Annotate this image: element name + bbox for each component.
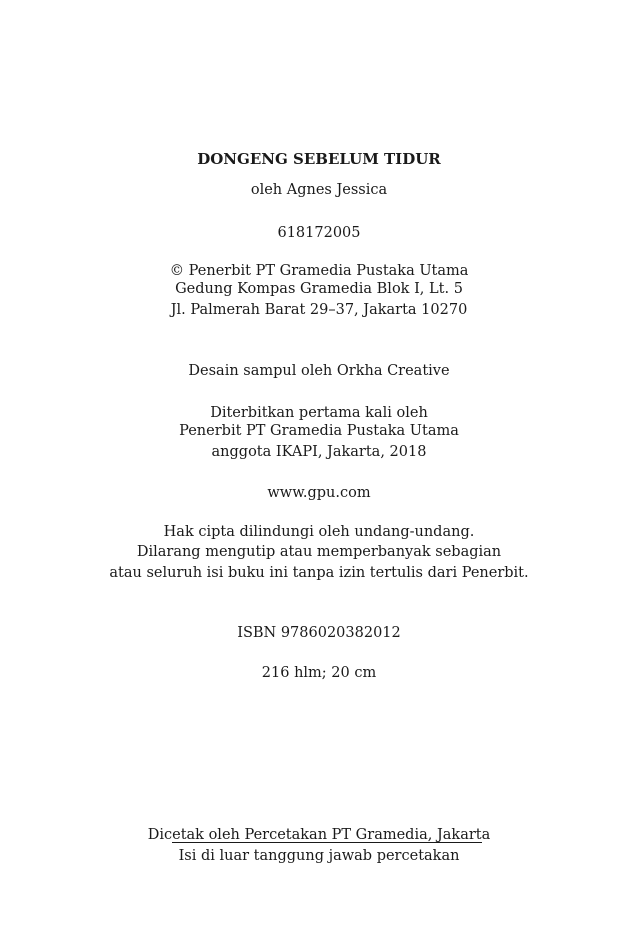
- printer-disclaimer: Isi di luar tanggung jawab percetakan: [178, 848, 460, 864]
- author-line: oleh Agnes Jessica: [250, 182, 388, 198]
- rights-line-2: Dilarang mengutip atau memperbanyak sebagian: [136, 544, 502, 560]
- publication-line-1: Diterbitkan pertama kali oleh: [210, 405, 428, 421]
- catalog-code: 618172005: [277, 225, 361, 241]
- book-title: DONGENG SEBELUM TIDUR: [197, 150, 441, 168]
- isbn: ISBN 9786020382012: [237, 625, 401, 641]
- publication-line-2: Penerbit PT Gramedia Pustaka Utama: [179, 423, 459, 439]
- copyright-line-2: Gedung Kompas Gramedia Blok I, Lt. 5: [175, 281, 463, 297]
- printer-rule: [172, 842, 482, 843]
- cover-design-credit: Desain sampul oleh Orkha Creative: [188, 363, 450, 379]
- physical-description: 216 hlm; 20 cm: [261, 665, 377, 681]
- publication-line-3: anggota IKAPI, Jakarta, 2018: [211, 444, 427, 460]
- copyright-line-1: © Penerbit PT Gramedia Pustaka Utama: [169, 263, 469, 279]
- rights-line-1: Hak cipta dilindungi oleh undang-undang.: [163, 524, 475, 540]
- copyright-line-3: Jl. Palmerah Barat 29–37, Jakarta 10270: [170, 302, 468, 318]
- publisher-website: www.gpu.com: [267, 485, 371, 501]
- printer-line: Dicetak oleh Percetakan PT Gramedia, Jakarta: [147, 827, 491, 843]
- rights-line-3: atau seluruh isi buku ini tanpa izin tertulis dari Penerbit.: [109, 565, 529, 581]
